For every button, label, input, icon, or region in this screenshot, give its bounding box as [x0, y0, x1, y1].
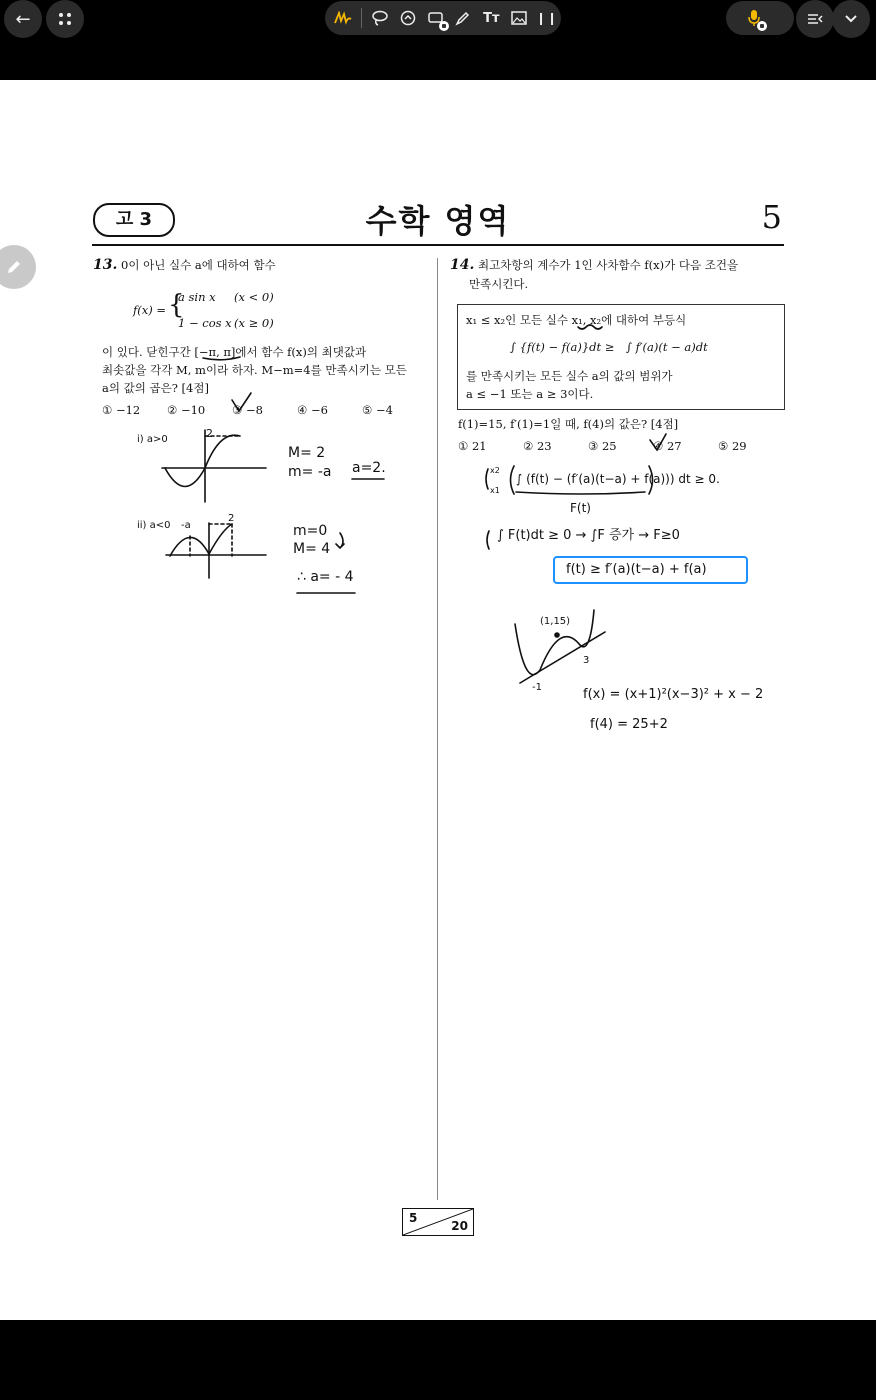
note14-lower: x1: [490, 486, 500, 495]
note13-case1-min: m= -a: [288, 464, 332, 480]
arrow-left-icon: ←: [15, 8, 31, 30]
text-tool-icon: Tт: [483, 10, 500, 26]
q13-case2-expr: 1 − cos x: [178, 316, 232, 330]
note13-case2-top: 2: [228, 513, 235, 524]
F-underline: [516, 492, 645, 494]
note13-case2-result: ∴ a= - 4: [297, 569, 354, 585]
q13-choice-5[interactable]: ⑤ −4: [362, 403, 393, 417]
q13-func-lhs: f(x) =: [133, 303, 167, 317]
note14-boxed: f(t) ≥ f′(a)(t−a) + f(a): [566, 562, 707, 577]
note14-integral: ∫ (f(t) − (f′(a)(t−a) + f(a))) dt ≥ 0.: [516, 472, 720, 486]
note13-case1-result: a=2.: [352, 460, 386, 476]
arrow-down: [336, 533, 344, 548]
page-total: 20: [451, 1219, 468, 1233]
note14-fx: f(x) = (x+1)²(x−3)² + x − 2: [583, 687, 764, 702]
q13-number: 13.: [93, 257, 118, 273]
q13-body-2: 최솟값을 각각 M, m이라 하자. M−m=4를 만족시키는 모든: [102, 363, 407, 377]
note14-F-label: F(t): [570, 501, 591, 515]
q14-number: 14.: [450, 257, 475, 273]
graph1-curve: [165, 435, 240, 486]
paren-left: [511, 466, 515, 494]
page-indicator: [402, 1208, 474, 1236]
q13-choice-3[interactable]: ③ −8: [232, 403, 263, 417]
q13-body-3: a의 값의 곱은? [4점]: [102, 381, 209, 395]
note14-line2: ∫ F(t)dt ≥ 0 → ∫F 증가 → F≥0: [497, 528, 680, 543]
note14-upper: x2: [490, 466, 500, 475]
note13-case1-max: M= 2: [288, 445, 326, 461]
note13-case2-minus-a: -a: [181, 520, 191, 531]
note14-point-label: (1,15): [540, 616, 571, 627]
underline-interval: [203, 357, 240, 360]
q13-body-1: 이 있다. 닫힌구간 [−π, π]에서 함수 f(x)의 최댓값과: [102, 345, 367, 359]
q13-stem-text: 0이 아닌 실수 a에 대하여 함수: [121, 258, 276, 272]
page-current: 5: [409, 1211, 418, 1225]
note14-f4: f(4) = 25+2: [590, 717, 668, 732]
q13-case1-expr: a sin x: [178, 290, 216, 304]
q14-box-line1: x₁ ≤ x₂인 모든 실수 x₁, x₂에 대하여 부등식: [466, 313, 687, 327]
q14-question: f(1)=15, f′(1)=1일 때, f(4)의 값은? [4점]: [458, 417, 679, 431]
q13-brace: {: [168, 290, 185, 320]
check-mark-q14: [650, 434, 666, 450]
q14-choice-4[interactable]: ④ 27: [653, 439, 682, 453]
note13-case2-min: m=0: [293, 523, 328, 539]
q14-box-integral-left: ∫ {f(t) − f(a)}dt ≥: [510, 340, 615, 354]
q14-choice-3[interactable]: ③ 25: [588, 439, 617, 453]
more-icon: ❙❙: [536, 11, 559, 25]
q14-choice-1[interactable]: ① 21: [458, 439, 487, 453]
graph2-curve: [170, 524, 232, 556]
check-mark-q13: [232, 393, 251, 411]
q14-stem-text: 최고차항의 계수가 1인 사차함수 f(x)가 다음 조건을: [478, 258, 739, 272]
q14-box-integral-right: ∫ f′(a)(t − a)dt: [626, 340, 708, 354]
q13-case1-cond: (x < 0): [234, 290, 274, 304]
q14-box-line4: a ≤ −1 또는 a ≥ 3이다.: [466, 387, 594, 401]
q14-tangent-line: [520, 632, 605, 683]
q13-case2-cond: (x ≥ 0): [234, 316, 274, 330]
note13-case2-max: M= 4: [293, 541, 331, 557]
note14-root-left: -1: [532, 682, 542, 693]
page-number: 5: [761, 198, 782, 236]
q14-stem-2: 만족시킨다.: [469, 277, 529, 291]
note13-case1-top: 2: [206, 427, 213, 440]
integral-sign-2: [487, 531, 489, 549]
q13-choice-4[interactable]: ④ −6: [297, 403, 328, 417]
q13-choice-1[interactable]: ① −12: [102, 403, 141, 417]
grade-badge: 고 3: [93, 203, 175, 237]
q14-choice-2[interactable]: ② 23: [523, 439, 552, 453]
page-title: 수학 영역: [365, 202, 511, 240]
q13-choice-2[interactable]: ② −10: [167, 403, 206, 417]
wavy-underline: [578, 325, 602, 329]
integral-sign-1: [486, 469, 488, 489]
q14-point: [555, 633, 559, 637]
q14-choice-5[interactable]: ⑤ 29: [718, 439, 747, 453]
q14-box-line3: 를 만족시키는 모든 실수 a의 값의 범위가: [466, 369, 673, 383]
note13-case2: ii) a<0: [137, 520, 171, 531]
note14-root-right: 3: [583, 655, 590, 666]
note13-case1: i) a>0: [137, 434, 168, 445]
